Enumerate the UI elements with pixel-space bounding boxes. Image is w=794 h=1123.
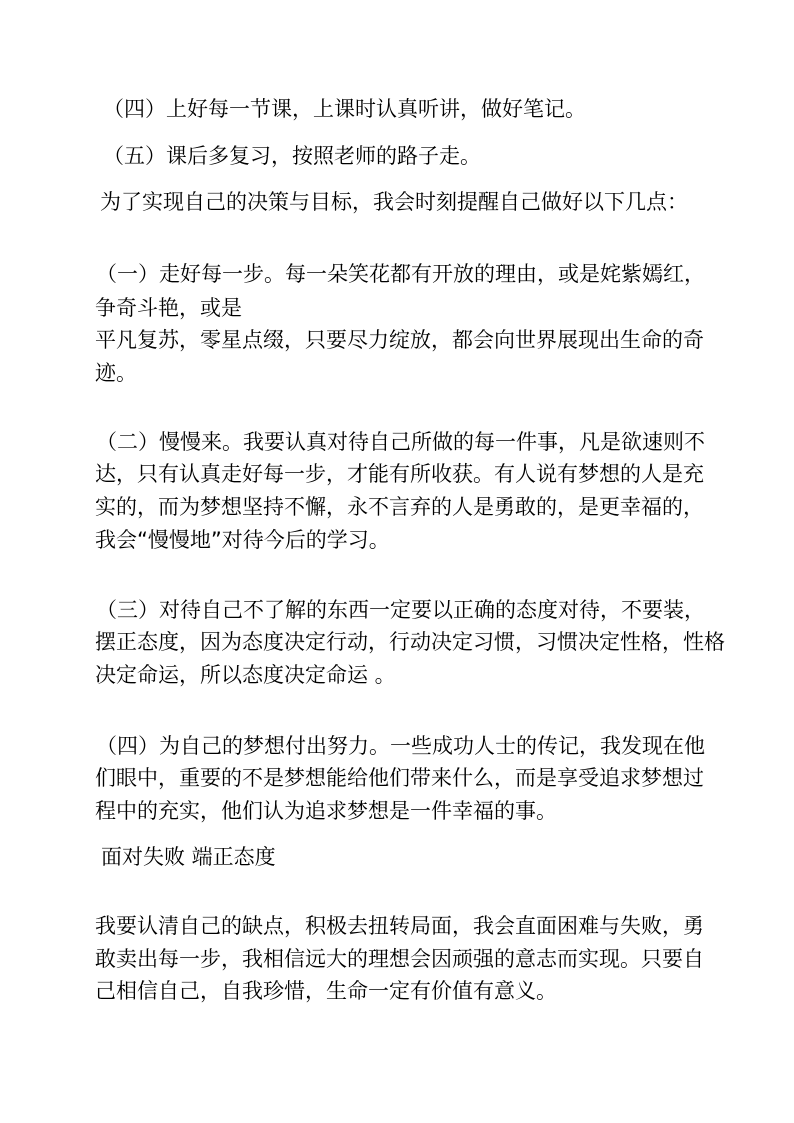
text-line-point-2-a: （二）慢慢来。我要认真对待自己所做的每一件事，凡是欲速则不: [96, 430, 705, 454]
text-line-point-3-a: （三）对待自己不了解的东西一定要以正确的态度对待，不要装，: [96, 598, 705, 622]
text-line-point-2-d: 我会“慢慢地”对待今后的学习。: [95, 528, 390, 552]
text-line-conclusion-b: 敢卖出每一步，我相信远大的理想会因顽强的意志而实现。只要自: [95, 947, 704, 971]
section-heading-failure: 面对失败 端正态度: [101, 845, 276, 869]
text-line-intro: 为了实现自己的决策与目标，我会时刻提醒自己做好以下几点：: [100, 190, 688, 214]
text-line-point-3-b: 摆正态度，因为态度决定行动，行动决定习惯，习惯决定性格，性格: [95, 630, 725, 654]
text-line-point-1-a: （一）走好每一步。每一朵笑花都有开放的理由，或是姹紫嫣红，: [96, 262, 705, 286]
text-line-point-2-c: 实的，而为梦想坚持不懈，永不言弃的人是勇敢的，是更幸福的，: [95, 495, 704, 519]
text-line-point-1-c: 平凡复苏，零星点缀，只要尽力绽放，都会向世界展现出生命的奇: [95, 328, 704, 352]
text-line-point-4-a: （四）为自己的梦想付出努力。一些成功人士的传记，我发现在他: [96, 734, 705, 758]
text-line-point-2-b: 达，只有认真走好每一步，才能有所收获。有人说有梦想的人是充: [95, 462, 704, 486]
text-line-point-1-b: 争奇斗艳，或是: [95, 296, 242, 320]
text-line-point-1-d: 迹。: [95, 361, 137, 385]
text-line-point-4-c: 程中的充实，他们认为追求梦想是一件幸福的事。: [95, 799, 557, 823]
text-line-point-4-b: 们眼中，重要的不是梦想能给他们带来什么，而是享受追求梦想过: [95, 766, 704, 790]
text-line-point-3-c: 决定命运，所以态度决定命运 。: [95, 663, 396, 687]
text-line-study-plan-5: （五）课后多复习，按照老师的路子走。: [103, 144, 481, 168]
text-line-study-plan-4: （四）上好每一节课，上课时认真听讲，做好笔记。: [103, 97, 586, 121]
text-line-conclusion-c: 己相信自己，自我珍惜，生命一定有价值有意义。: [95, 979, 557, 1003]
text-line-conclusion-a: 我要认清自己的缺点，积极去扭转局面，我会直面困难与失败，勇: [95, 914, 704, 938]
